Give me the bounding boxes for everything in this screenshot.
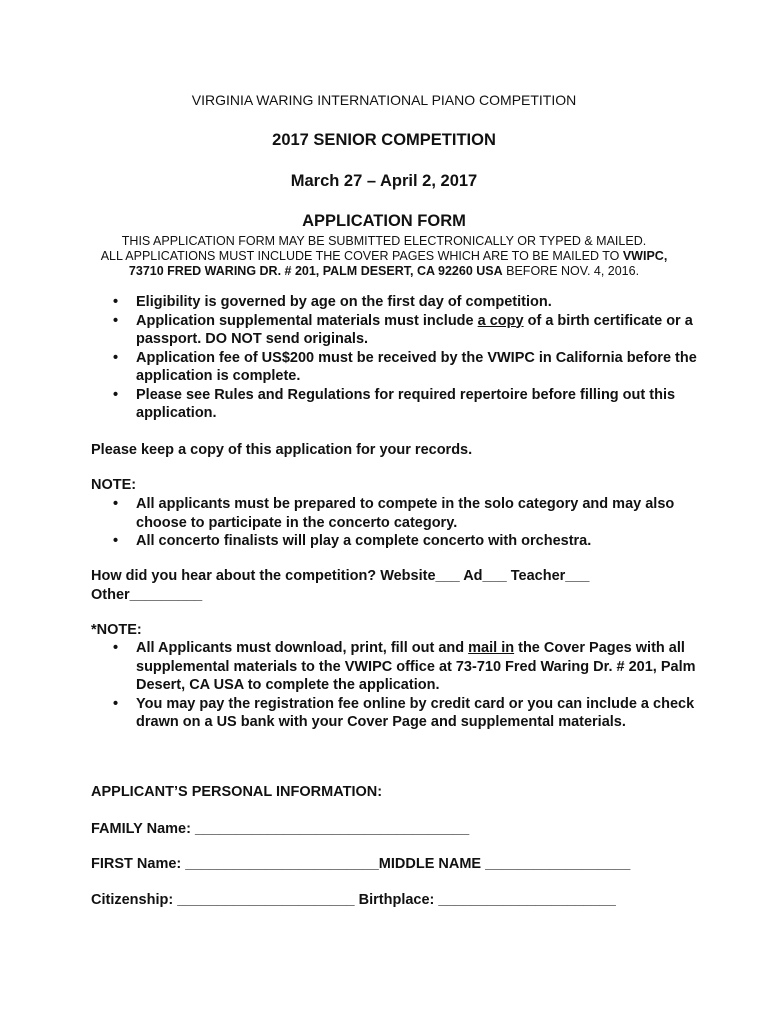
hear-about-line-2[interactable]: Other_________ bbox=[91, 586, 203, 603]
hear-about-line-1[interactable]: How did you hear about the competition? Website___ Ad___ Teacher___ bbox=[91, 568, 590, 584]
family-name-field[interactable]: FAMILY Name: __________________________________ bbox=[91, 821, 470, 837]
star-note-item-1-before: All Applicants must download, print, fill out and bbox=[136, 640, 469, 656]
note-item-1: All applicants must be prepared to compete in the solo category and may also choose to participate in the concerto category. bbox=[136, 496, 675, 531]
eligibility-item-2-underline: a copy bbox=[477, 312, 524, 329]
list-item bbox=[91, 695, 701, 732]
eligibility-item-1: Eligibility is governed by age on the first day of competition. bbox=[136, 294, 552, 310]
list-item bbox=[91, 532, 701, 551]
notice-address: 73710 FRED WARING DR. # 201, PALM DESERT, CA 92260 USA bbox=[128, 264, 503, 278]
first-middle-name-field[interactable]: FIRST Name: ________________________MIDDLE NAME __________________ bbox=[91, 856, 631, 872]
star-note-item-1-after: the Cover Pages with all supplemental materials to the VWIPC office at 73-710 Fred Waring Dr. # 201, Palm Desert, CA USA to complete the application. bbox=[136, 640, 696, 693]
list-item bbox=[91, 495, 701, 532]
note-item-2: All concerto finalists will play a complete concerto with orchestra. bbox=[136, 533, 592, 549]
competition-dates: March 27 – April 2, 2017 bbox=[290, 172, 478, 190]
eligibility-item-2-after: of a birth certificate or a passport. DO NOT send originals. bbox=[136, 312, 693, 347]
bullet-icon: • bbox=[113, 695, 119, 712]
bullet-icon: • bbox=[113, 640, 119, 656]
list-item bbox=[91, 386, 701, 423]
bullet-icon: • bbox=[113, 386, 119, 403]
bullet-icon: • bbox=[113, 349, 119, 366]
star-note-item-2: You may pay the registration fee online by credit card or you can include a check drawn on a US bank with your Cover Page and supplemental materials. bbox=[136, 695, 695, 730]
star-note-item-1-underline: mail in bbox=[468, 640, 515, 656]
bullet-icon: • bbox=[113, 294, 119, 310]
personal-info-heading: APPLICANT’S PERSONAL INFORMATION: bbox=[91, 784, 383, 800]
bullet-icon: • bbox=[113, 312, 119, 329]
eligibility-list bbox=[91, 293, 701, 423]
eligibility-item-4: Please see Rules and Regulations for required repertoire before filling out this application. bbox=[136, 386, 676, 421]
competition-title: 2017 SENIOR COMPETITION bbox=[272, 131, 496, 149]
list-item bbox=[91, 639, 701, 695]
note-list bbox=[91, 495, 701, 551]
notice-line-2-bold: VWIPC, bbox=[622, 249, 668, 263]
notice-line-3 bbox=[0, 264, 768, 279]
list-item bbox=[91, 349, 701, 386]
citizenship-birthplace-field[interactable]: Citizenship: ______________________ Birthplace: ______________________ bbox=[91, 892, 616, 908]
notice-deadline: BEFORE NOV. 4, 2016. bbox=[502, 264, 640, 278]
organization-title: VIRGINIA WARING INTERNATIONAL PIANO COMPETITION bbox=[191, 92, 577, 108]
bullet-icon: • bbox=[113, 533, 119, 549]
eligibility-item-2-before: Application supplemental materials must include bbox=[136, 312, 478, 329]
notice-line-1: THIS APPLICATION FORM MAY BE SUBMITTED ELECTRONICALLY OR TYPED & MAILED. bbox=[121, 234, 647, 248]
list-item bbox=[91, 312, 701, 349]
notice-line-2-text: ALL APPLICATIONS MUST INCLUDE THE COVER PAGES WHICH ARE TO BE MAILED TO bbox=[100, 249, 623, 263]
star-note-list bbox=[91, 639, 701, 732]
eligibility-item-3: Application fee of US$200 must be received by the VWIPC in California before the application is complete. bbox=[136, 349, 697, 384]
note-heading: NOTE: bbox=[91, 477, 137, 493]
form-title: APPLICATION FORM bbox=[302, 212, 466, 230]
list-item bbox=[91, 293, 701, 312]
star-note-heading: *NOTE: bbox=[91, 622, 142, 638]
hear-about-question bbox=[91, 567, 701, 604]
notice-line-2 bbox=[0, 249, 768, 264]
keep-copy-text: Please keep a copy of this application for your records. bbox=[91, 442, 473, 458]
bullet-icon: • bbox=[113, 496, 119, 512]
